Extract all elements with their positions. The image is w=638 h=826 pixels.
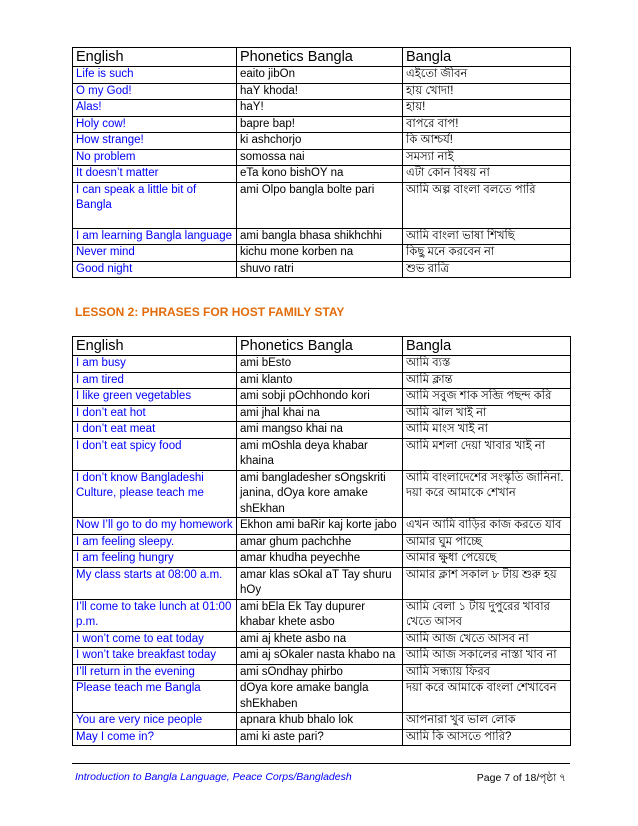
english-cell: Now I’ll go to do my homework: [73, 518, 237, 535]
footer-title: Introduction to Bangla Language, Peace Corps/Bangladesh: [75, 771, 352, 783]
english-cell: I’ll return in the evening: [73, 664, 237, 681]
table-row: [73, 133, 571, 150]
phonetics-cell: amar klas sOkal aT Tay shuru hOy: [237, 567, 403, 599]
bangla-cell: আমার ক্লাশ সকাল ৮ টায় শুরু হয়: [403, 567, 571, 599]
phonetics-cell: ami klanto: [237, 372, 403, 389]
phonetics-cell: ami jhal khai na: [237, 405, 403, 422]
english-cell: Holy cow!: [73, 116, 237, 133]
english-cell: I am tired: [73, 372, 237, 389]
bangla-cell: শুভ রাত্রি: [403, 261, 571, 278]
english-cell: I am feeling hungry: [73, 551, 237, 568]
phonetics-cell: ami mOshla deya khabar khaina: [237, 438, 403, 470]
footer-page-number: Page 7 of 18/পৃষ্ঠা ৭: [476, 772, 566, 784]
table-row: [73, 470, 571, 518]
english-cell: It doesn’t matter: [73, 166, 237, 183]
bangla-cell: আমি মাংস খাই না: [403, 422, 571, 439]
bangla-cell: হায় খোদা!: [403, 83, 571, 100]
phonetics-cell: ami sobji pOchhondo kori: [237, 389, 403, 406]
bangla-cell: আপনারা খুব ভাল লোক: [403, 713, 571, 730]
table-body-2: [73, 356, 571, 746]
phonetics-cell: eaito jibOn: [237, 67, 403, 84]
header-english: English: [73, 337, 237, 356]
table-row: [73, 245, 571, 262]
phonetics-cell: ami aj khete asbo na: [237, 631, 403, 648]
phonetics-cell: somossa nai: [237, 149, 403, 166]
phonetics-cell: ami bEsto: [237, 356, 403, 373]
table-row: [73, 648, 571, 665]
phonetics-cell: ki ashchorjo: [237, 133, 403, 150]
table-row: [73, 100, 571, 117]
table-row: [73, 356, 571, 373]
phonetics-cell: ami sOndhay phirbo: [237, 664, 403, 681]
english-cell: I like green vegetables: [73, 389, 237, 406]
english-cell: Never mind: [73, 245, 237, 262]
table-row: [73, 681, 571, 713]
bangla-cell: আমি সবুজ শাক সব্জি পছন্দ করি: [403, 389, 571, 406]
table-row: [73, 713, 571, 730]
header-english: English: [73, 48, 237, 67]
english-cell: No problem: [73, 149, 237, 166]
phonetics-cell: Ekhon ami baRir kaj korte jabo: [237, 518, 403, 535]
english-cell: O my God!: [73, 83, 237, 100]
phonetics-cell: haY!: [237, 100, 403, 117]
english-cell: I don’t eat hot: [73, 405, 237, 422]
bangla-cell: এটা কোন বিষয় না: [403, 166, 571, 183]
table-row: [73, 166, 571, 183]
bangla-cell: দয়া করে আমাকে বাংলা শেখাবেন: [403, 681, 571, 713]
phonetics-cell: amar khudha peyechhe: [237, 551, 403, 568]
bangla-cell: আমি সন্ধ্যায় ফিরব: [403, 664, 571, 681]
english-cell: I am learning Bangla language: [73, 228, 237, 245]
table-row: [73, 631, 571, 648]
english-cell: I don’t eat meat: [73, 422, 237, 439]
table-row: [73, 116, 571, 133]
header-bangla: Bangla: [403, 48, 571, 67]
phonetics-cell: ami aj sOkaler nasta khabo na: [237, 648, 403, 665]
table-row: [73, 438, 571, 470]
bangla-cell: আমি আজ সকালের নাস্তা খাব না: [403, 648, 571, 665]
table-row: [73, 372, 571, 389]
table-row: [73, 422, 571, 439]
phrases-table-2: [72, 336, 571, 746]
table-body-1: [73, 67, 571, 278]
phonetics-cell: ami bEla Ek Tay dupurer khabar khete asbo: [237, 599, 403, 631]
table-row: [73, 261, 571, 278]
table-row: [73, 551, 571, 568]
table-row: [73, 599, 571, 631]
english-cell: Please teach me Bangla: [73, 681, 237, 713]
english-cell: You are very nice people: [73, 713, 237, 730]
phonetics-cell: eTa kono bishOY na: [237, 166, 403, 183]
english-cell: I won’t come to eat today: [73, 631, 237, 648]
english-cell: Life is such: [73, 67, 237, 84]
bangla-cell: আমি বাংলা ভাষা শিখছি: [403, 228, 571, 245]
bangla-cell: এইতো জীবন: [403, 67, 571, 84]
english-cell: My class starts at 08:00 a.m.: [73, 567, 237, 599]
bangla-cell: বাপরে বাপ!: [403, 116, 571, 133]
phonetics-cell: amar ghum pachchhe: [237, 534, 403, 551]
english-cell: I am feeling sleepy.: [73, 534, 237, 551]
bangla-cell: আমি মশলা দেয়া খাবার খাই না: [403, 438, 571, 470]
bangla-cell: হায়!: [403, 100, 571, 117]
bangla-cell: আমি ঝাল খাই না: [403, 405, 571, 422]
header-bangla: Bangla: [403, 337, 571, 356]
table-row: [73, 405, 571, 422]
table-row: [73, 567, 571, 599]
phonetics-cell: dOya kore amake bangla shEkhaben: [237, 681, 403, 713]
table-row: [73, 729, 571, 746]
table-row: [73, 518, 571, 535]
phonetics-cell: apnara khub bhalo lok: [237, 713, 403, 730]
bangla-cell: কি আশ্চর্য!: [403, 133, 571, 150]
bangla-cell: আমি ক্লান্ত: [403, 372, 571, 389]
bangla-cell: সমস্যা নাই: [403, 149, 571, 166]
phonetics-cell: ami ki aste pari?: [237, 729, 403, 746]
english-cell: Alas!: [73, 100, 237, 117]
header-phonetics: Phonetics Bangla: [237, 48, 403, 67]
table-row: [73, 664, 571, 681]
english-cell: I can speak a little bit of Bangla: [73, 182, 237, 228]
phonetics-cell: ami bangladesher sOngskriti janina, dOya kore amake shEkhan: [237, 470, 403, 518]
english-cell: I won’t take breakfast today: [73, 648, 237, 665]
bangla-cell: আমি বেলা ১ টায় দুপুরের খাবার খেতে আসব: [403, 599, 571, 631]
phonetics-cell: shuvo ratri: [237, 261, 403, 278]
table-row: [73, 83, 571, 100]
bangla-cell: কিছু মনে করবেন না: [403, 245, 571, 262]
english-cell: I’ll come to take lunch at 01:00 p.m.: [73, 599, 237, 631]
phrases-table-1: [72, 47, 571, 278]
english-cell: I don’t eat spicy food: [73, 438, 237, 470]
bangla-cell: আমি অল্প বাংলা বলতে পারি: [403, 182, 571, 228]
table-row: [73, 389, 571, 406]
footer-rule: [72, 763, 570, 764]
lesson-heading: LESSON 2: PHRASES FOR HOST FAMILY STAY: [75, 305, 345, 319]
bangla-cell: এখন আমি বাড়ির কাজ করতে যাব: [403, 518, 571, 535]
table-row: [73, 228, 571, 245]
english-cell: I don’t know Bangladeshi Culture, please teach me: [73, 470, 237, 518]
table-row: [73, 182, 571, 228]
phonetics-cell: ami bangla bhasa shikhchhi: [237, 228, 403, 245]
bangla-cell: আমি ব্যস্ত: [403, 356, 571, 373]
english-cell: May I come in?: [73, 729, 237, 746]
bangla-cell: আমি কি আসতে পারি?: [403, 729, 571, 746]
phonetics-cell: bapre bap!: [237, 116, 403, 133]
bangla-cell: আমার ঘুম পাচ্ছে: [403, 534, 571, 551]
bangla-cell: আমি আজ খেতে আসব না: [403, 631, 571, 648]
phonetics-cell: ami Olpo bangla bolte pari: [237, 182, 403, 228]
bangla-cell: আমি বাংলাদেশের সংস্কৃতি জানিনা. দয়া করে আমাকে শেখান: [403, 470, 571, 518]
table-row: [73, 67, 571, 84]
table-header-row: [73, 337, 571, 356]
table-row: [73, 149, 571, 166]
english-cell: I am busy: [73, 356, 237, 373]
phonetics-cell: haY khoda!: [237, 83, 403, 100]
header-phonetics: Phonetics Bangla: [237, 337, 403, 356]
bangla-cell: আমার ক্ষুধা পেয়েছে: [403, 551, 571, 568]
english-cell: How strange!: [73, 133, 237, 150]
english-cell: Good night: [73, 261, 237, 278]
phonetics-cell: ami mangso khai na: [237, 422, 403, 439]
phonetics-cell: kichu mone korben na: [237, 245, 403, 262]
table-header-row: [73, 48, 571, 67]
table-row: [73, 534, 571, 551]
